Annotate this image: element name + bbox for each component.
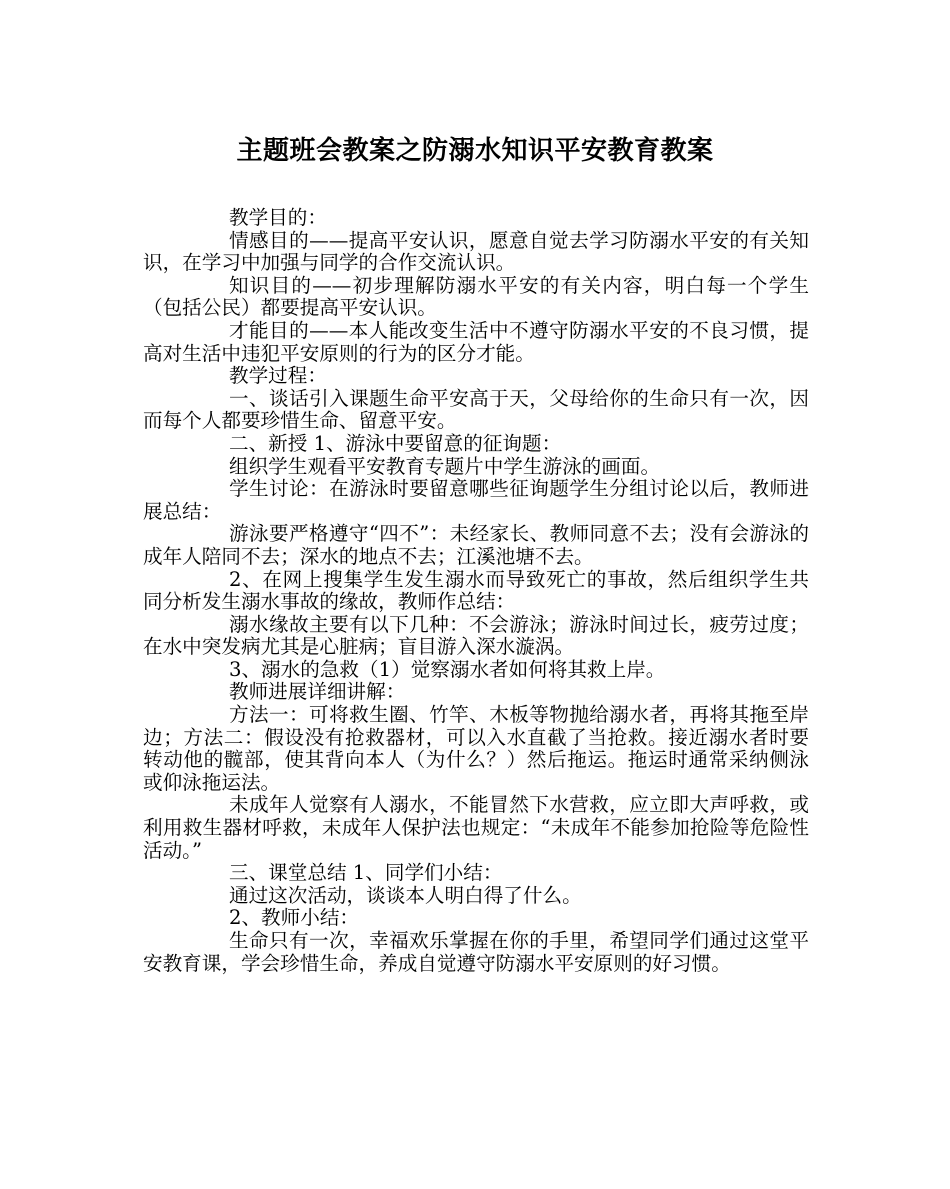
- paragraph-drowning-causes: 溺水缘故主要有以下几种：不会游泳；游泳时间过长，疲劳过度；在水中突发病尤其是心脏病；盲目游入深水漩涡。: [143, 612, 809, 659]
- document-title: 主题班会教案之防溺水知识平安教育教案: [236, 136, 714, 166]
- paragraph-student-reflection: 通过这次活动，谈谈本人明白得了什么。: [229, 883, 582, 907]
- paragraph-teacher-explains: 教师进展详细讲解：: [229, 680, 406, 704]
- paragraph-discussion: 学生讨论：在游泳时要留意哪些征询题学生分组讨论以后，教师进展总结：: [143, 477, 809, 523]
- paragraph-new-lesson: 二、新授 1、游泳中要留意的征询题：: [229, 431, 562, 455]
- paragraph-process-heading: 教学过程：: [229, 364, 327, 388]
- document-body: [143, 207, 809, 975]
- paragraph-objectives-heading: 教学目的：: [229, 206, 327, 229]
- paragraph-first-aid: 3、溺水的急救（1）觉察溺水者如何将其救上岸。: [229, 657, 666, 681]
- paragraph-introduction: 一、谈话引入课题生命平安高于天，父母给你的生命只有一次，因而每个人都要珍惜生命、留意平安。: [143, 386, 809, 433]
- paragraph-ability-goal: 才能目的——本人能改变生活中不遵守防溺水平安的不良习惯，提高对生活中违犯平安原则的行为的区分才能。: [143, 318, 809, 365]
- paragraph-emotional-goal: 情感目的——提高平安认识，愿意自觉去学习防溺水平安的有关知识，在学习中加强与同学的合作交流认识。: [143, 228, 809, 275]
- paragraph-watch-video: 组织学生观看平安教育专题片中学生游泳的画面。: [229, 454, 661, 478]
- paragraph-knowledge-goal: 知识目的——初步理解防溺水平安的有关内容，明白每一个学生（包括公民）都要提高平安认识。: [143, 273, 809, 320]
- paragraph-teacher-summary-heading: 2、教师小结：: [229, 906, 360, 930]
- paragraph-four-rules: 游泳要严格遵守“四不”：未经家长、教师同意不去；没有会游泳的成年人陪同不去；深水的地点不去；江溪池塘不去。: [143, 522, 809, 568]
- paragraph-minors-rescue: 未成年人觉察有人溺水，不能冒然下水营救，应立即大声呼救，或利用救生器材呼救，未成年人保护法也规定：“未成年不能参加抢险等危险性活动。”: [143, 793, 809, 862]
- paragraph-rescue-methods: 方法一：可将救生圈、竹竿、木板等物抛给溺水者，再将其拖至岸边；方法二：假设没有抢救器材，可以入水直截了当抢救。接近溺水者时要转动他的髋部，使其背向本人（为什么？）然后拖运。拖运时通常采纳侧泳或仰泳拖运法。: [143, 703, 809, 794]
- paragraph-closing: 生命只有一次，幸福欢乐掌握在你的手里，希望同学们通过这堂平安教育课，学会珍惜生命，养成自觉遵守防溺水平安原则的好习惯。: [143, 929, 809, 975]
- paragraph-collect-cases: 2、在网上搜集学生发生溺水而导致死亡的事故，然后组织学生共同分析发生溺水事故的缘故，教师作总结：: [143, 567, 809, 614]
- paragraph-summary-heading: 三、课堂总结 1、同学们小结：: [229, 861, 503, 885]
